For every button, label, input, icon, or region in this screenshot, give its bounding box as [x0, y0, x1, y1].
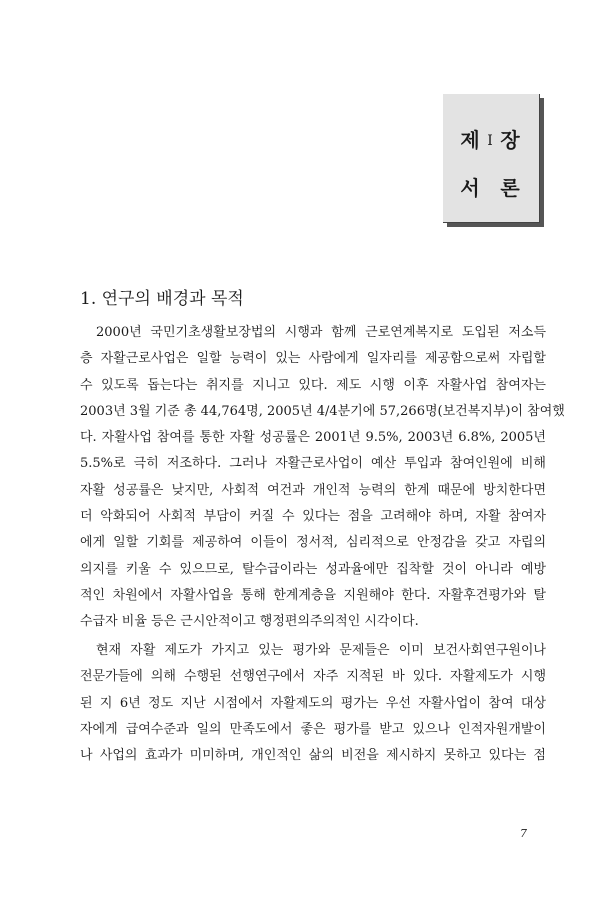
- paragraph-line: 5.5%로 극히 저조하다. 그러나 자활근로사업이 예산 투입과 참여인원에 비해: [80, 456, 546, 472]
- paragraph-line: 더 악화되어 사회적 부담이 커질 수 있다는 점을 고려해야 하며, 자활 참여자: [80, 509, 546, 525]
- paragraph-line: 전문가들에 의해 수행된 선행연구에서 자주 지적된 바 있다. 자활제도가 시행: [80, 669, 546, 685]
- chapter-title-right: 론: [500, 176, 522, 200]
- paragraph-1: [80, 320, 565, 636]
- paragraph-line: 된 지 6년 정도 지난 시점에서 자활제도의 평가는 우선 자활사업이 참여 대상: [80, 695, 546, 711]
- page-number: 7: [520, 827, 527, 840]
- chapter-number-separator: I: [487, 133, 495, 149]
- section-heading: 1. 연구의 배경과 목적: [80, 289, 244, 309]
- chapter-title: [443, 172, 539, 201]
- paragraph-line: 2000년 국민기초생활보장법의 시행과 함께 근로연계복지로 도입된 저소득: [96, 325, 546, 340]
- paragraph-line: 의지를 키울 수 있으므로, 탈수급이라는 성과율에만 집착할 것이 아니라 예방: [80, 561, 546, 577]
- paragraph-2: [80, 638, 546, 769]
- paragraph-line: 수 있도록 돕는다는 취지를 지니고 있다. 제도 시행 이후 자활사업 참여자는: [80, 377, 546, 393]
- paragraph-line: 수급자 비율 등은 근시안적이고 행정편의주의적인 시각이다.: [80, 614, 419, 630]
- chapter-number-left: 제: [460, 128, 482, 152]
- paragraph-line: 에게 일할 기회를 제공하여 이들이 정서적, 심리적으로 안정감을 갖고 자립의: [80, 535, 546, 551]
- paragraph-line: 나 사업의 효과가 미미하며, 개인적인 삶의 비전을 제시하지 못하고 있다는 점: [80, 748, 546, 764]
- paragraph-line: 현재 자활 제도가 가지고 있는 평가와 문제들은 이미 보건사회연구원이나: [96, 643, 546, 658]
- chapter-number-right: 장: [500, 128, 522, 152]
- paragraph-line: 2003년 3월 기준 총 44,764명, 2005년 4/4분기에 57,266명(보건복지부)이 참여했: [80, 403, 565, 419]
- paragraph-line: 자활 성공률은 낮지만, 사회적 여건과 개인적 능력의 한계 때문에 방치한다면: [80, 482, 546, 498]
- chapter-number: [443, 124, 539, 153]
- chapter-title-box: [443, 94, 540, 223]
- paragraph-line: 자에게 급여수준과 일의 만족도에서 좋은 평가를 받고 있으나 인적자원개발이: [80, 721, 546, 737]
- paragraph-line: 층 자활근로사업은 일할 능력이 있는 사람에게 일자리를 제공함으로써 자립할: [80, 351, 546, 367]
- chapter-title-left: 서: [460, 176, 482, 200]
- paragraph-line: 다. 자활사업 참여를 통한 자활 성공률은 2001년 9.5%, 2003년 6.8%, 2005년: [80, 430, 546, 446]
- paragraph-line: 적인 차원에서 자활사업을 통해 한계계층을 지원해야 한다. 자활후견평가와 탈: [80, 587, 546, 603]
